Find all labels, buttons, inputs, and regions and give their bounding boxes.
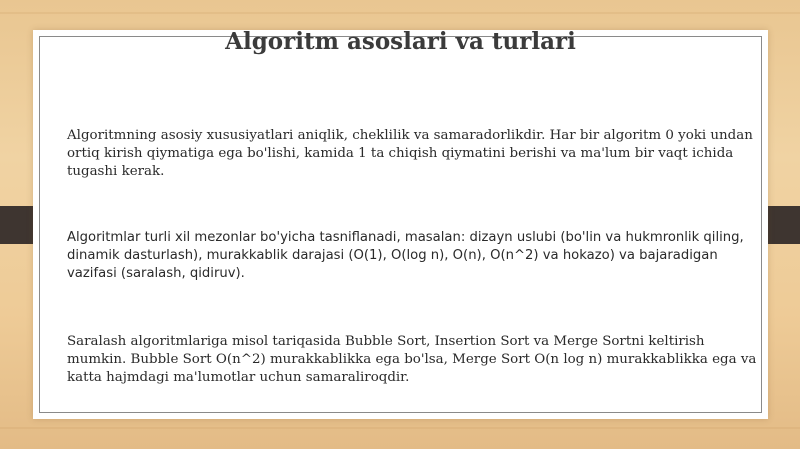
- paragraph-classification: Algoritmlar turli xil mezonlar bo'yicha tasniflanadi, masalan: dizayn uslubi (bo'lin va hukmronlik qiling, dinamik dasturlash), murakkablik darajasi (O(1), O(log n), O(n), O(n^2) va hokazo) va bajaradigan vazifasi (saralash, qidiruv).: [67, 230, 744, 281]
- wood-grain: [0, 12, 800, 14]
- paragraph-sorting: Saralash algoritmlariga misol tariqasida Bubble Sort, Insertion Sort va Merge Sortni keltirish mumkin. Bubble Sort O(n^2) murakkablikka ega bo'lsa, Merge Sort O(n log n) murakkablikka ega va katta hajmdagi ma'lumotlar uchun samaraliroqdir.: [67, 334, 757, 385]
- slide-title: Algoritm asoslari va turlari: [225, 28, 576, 55]
- paragraph-properties: Algoritmning asosiy xususiyatlari aniqlik, cheklilik va samaradorlikdir. Har bir algoritm 0 yoki undan ortiq kirish qiymatiga ega bo'lishi, kamida 1 ta chiqish qiymatini berishi va ma'lum bir vaqt ichida tugashi kerak.: [67, 128, 753, 179]
- wood-grain: [0, 427, 800, 429]
